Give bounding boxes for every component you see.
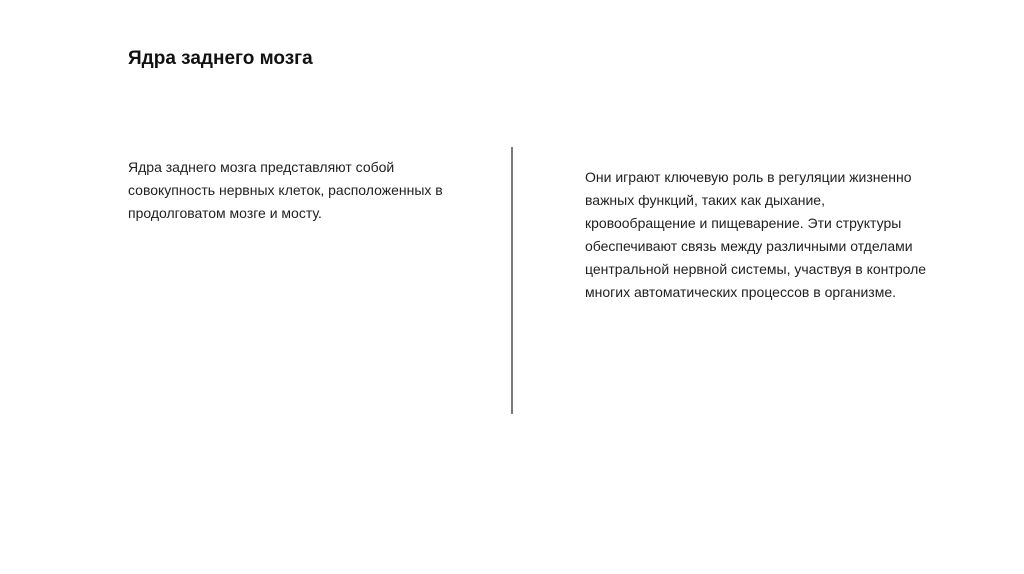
left-text-column (128, 156, 468, 225)
right-text-line: Они играют ключевую роль в регуляции жизненно (585, 169, 912, 185)
slide-title: Ядра заднего мозга (128, 48, 313, 69)
left-text-line: совокупность нервных клеток, расположенных в (128, 182, 443, 198)
right-text-line: важных функций, таких как дыхание, (585, 192, 825, 208)
right-text-line: центральной нервной системы, участвуя в контроле (585, 261, 927, 277)
column-divider (511, 147, 513, 414)
right-text-line: многих автоматических процессов в организме. (585, 284, 896, 300)
left-text-line: продолговатом мозге и мосту. (128, 205, 322, 221)
right-text-line: обеспечивают связь между различными отделами (585, 238, 913, 254)
left-text-line: Ядра заднего мозга представляют собой (128, 159, 395, 175)
right-text-column (585, 166, 930, 304)
right-text-line: кровообращение и пищеварение. Эти структуры (585, 215, 902, 231)
